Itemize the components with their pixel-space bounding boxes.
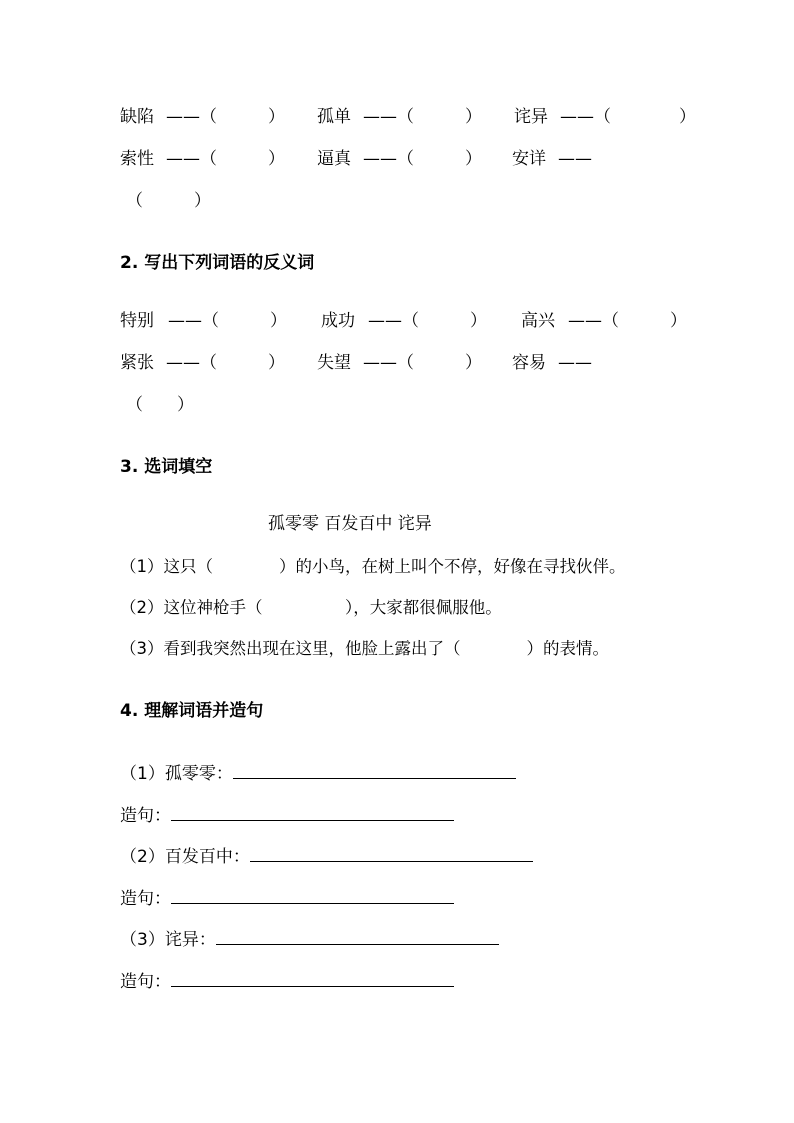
answer-blank[interactable]: ——（ ） — [168, 311, 287, 331]
answer-blank[interactable]: ——（ ） — [166, 107, 285, 127]
answer-line[interactable] — [171, 885, 454, 904]
word: 逼真 — [317, 149, 351, 169]
answer-blank[interactable]: ——（ ） — [363, 107, 482, 127]
answer-blank[interactable]: ——（ ） — [560, 107, 696, 127]
answer-blank[interactable]: （ ） — [126, 191, 211, 211]
word: 特别 — [120, 311, 154, 331]
sentence-item-2 — [120, 885, 454, 911]
word: 安详 — [512, 149, 546, 169]
term-label: （2）百发百中： — [120, 847, 250, 867]
answer-line[interactable] — [171, 968, 454, 987]
fill-sentence-3: （3）看到我突然出现在这里，他脸上露出了（ ）的表情。 — [120, 639, 609, 658]
section-3-title: 3. 选词填空 — [120, 457, 213, 477]
sentence-item-1 — [120, 802, 454, 828]
word: 孤单 — [317, 107, 351, 127]
answer-blank[interactable]: ——（ ） — [166, 353, 285, 373]
term-label: （3）诧异： — [120, 930, 216, 950]
fill-sentence-2: （2）这位神枪手（ ），大家都很佩服他。 — [120, 598, 502, 617]
sentence-label: 造句： — [120, 972, 171, 992]
term-item-1 — [120, 760, 516, 786]
word: 高兴 — [521, 311, 555, 331]
term-label: （1）孤零零： — [120, 764, 233, 784]
answer-blank[interactable]: —— — [558, 149, 592, 169]
word: 缺陷 — [120, 107, 154, 127]
word: 成功 — [321, 311, 355, 331]
sentence-label: 造句： — [120, 889, 171, 909]
answer-line[interactable] — [171, 802, 454, 821]
answer-line[interactable] — [233, 760, 516, 779]
answer-blank[interactable]: ——（ ） — [363, 149, 482, 169]
answer-blank[interactable]: —— — [558, 353, 592, 373]
answer-line[interactable] — [216, 926, 499, 945]
term-item-3 — [120, 926, 499, 952]
sentence-item-3 — [120, 968, 454, 994]
word: 紧张 — [120, 353, 154, 373]
word: 失望 — [317, 353, 351, 373]
answer-blank[interactable]: ——（ ） — [166, 149, 285, 169]
section-4-title: 4. 理解词语并造句 — [120, 701, 264, 721]
word: 索性 — [120, 149, 154, 169]
word: 容易 — [512, 353, 546, 373]
answer-blank[interactable]: ——（ ） — [368, 311, 487, 331]
word-bank: 孤零零 百发百中 诧异 — [268, 514, 432, 534]
term-item-2 — [120, 843, 533, 869]
section-2-title: 2. 写出下列词语的反义词 — [120, 253, 315, 273]
answer-blank[interactable]: （ ） — [126, 395, 194, 415]
fill-sentence-1: （1）这只（ ）的小鸟，在树上叫个不停，好像在寻找伙伴。 — [120, 557, 626, 576]
answer-line[interactable] — [250, 843, 533, 862]
sentence-label: 造句： — [120, 806, 171, 826]
answer-blank[interactable]: ——（ ） — [363, 353, 482, 373]
word: 诧异 — [514, 107, 548, 127]
answer-blank[interactable]: ——（ ） — [568, 311, 687, 331]
